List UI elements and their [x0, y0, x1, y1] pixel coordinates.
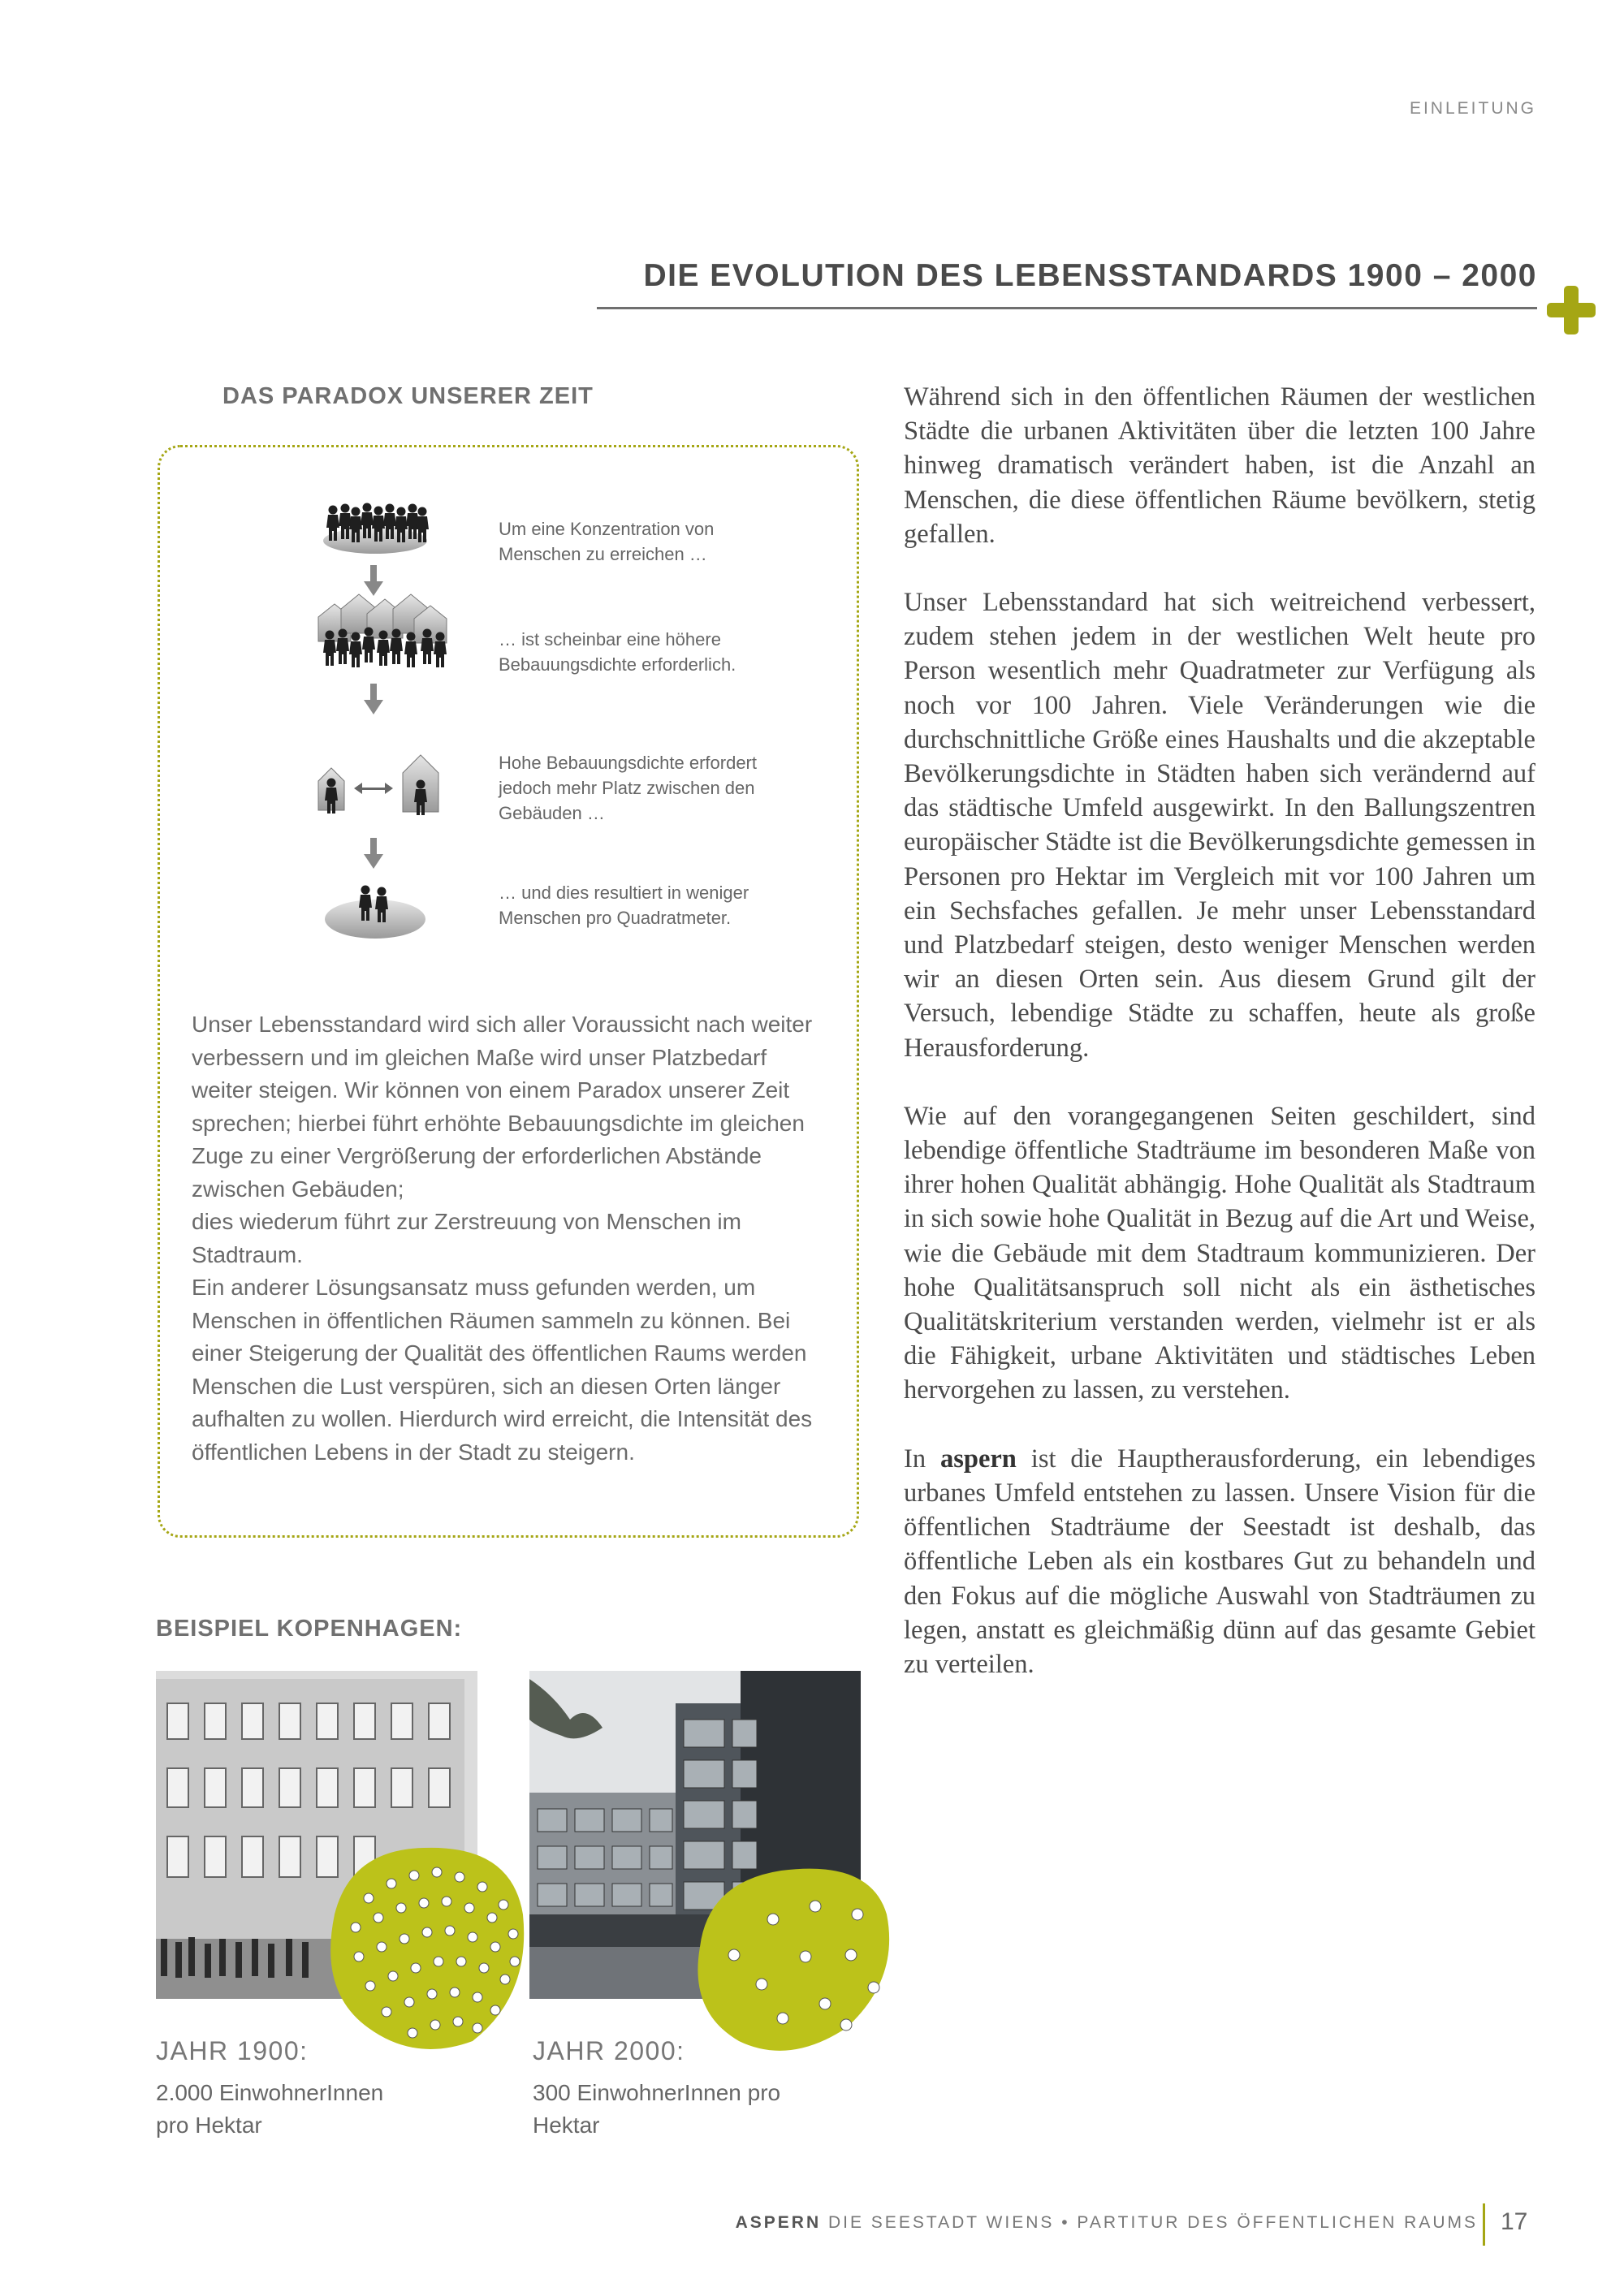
footer-rule	[1483, 2203, 1485, 2246]
body-paragraph-1: Während sich in den öffentlichen Räumen der westlichen Städte die urbanen Aktivitäten über die letzten 100 Jahre hinweg dramatisch verändert haben, ist die Anzahl an Menschen, die diese öffentlichen Räume bevölkern, stetig gefallen.	[904, 382, 1535, 549]
paradox-paragraph-2: dies wiederum führt zur Zerstreuung von Menschen im Stadtraum.	[192, 1209, 741, 1267]
diagram-step-2: … ist scheinbar eine höhere Bebauungsdichte erforderlich.	[499, 629, 736, 675]
footer-text: ASPERN DIE SEESTADT WIENS • PARTITUR DES ÖFFENTLICHEN RAUMS	[735, 2213, 1478, 2232]
paradox-text	[192, 1008, 829, 1469]
sparse-people-icon	[325, 886, 425, 939]
paradox-diagram	[309, 487, 471, 942]
caption-value-1900: 2.000 EinwohnerInnen pro Hektar	[156, 2080, 384, 2138]
body-paragraph-3: Wie auf den vorangegangenen Seiten geschildert, sind lebendige öffentliche Stadträume im besonderen Maße von ihrer hohen Qualität abhängig. Hohe Qualität als Stadtraum in sich sowie hohe Qualität in Bezug auf die Art und Weise, wie die Gebäude mit dem Stadtraum kommunizieren. Der hohe Qualitätsanspruch soll nicht als ein ästhetisches Qualitätskriterium verstanden werden, vielmehr ist er als die Fähigkeit, urbane Aktivitäten und städtisches Leben hervorgehen zu lassen, zu verstehen.	[904, 1101, 1535, 1405]
paradox-paragraph-3: Ein anderer Lösungsansatz muss gefunden werden, um Menschen in öffentlichen Räumen sammeln zu können. Bei einer Steigerung der Qualität des öffentlichen Raums werden Menschen die Lust verspüren, sich an diesen Orten länger aufhalten zu wollen. Hierdurch wird erreicht, die Intensität des öffentlichen Lebens in der Stadt zu steigern.	[192, 1275, 813, 1465]
paradox-paragraph-1: Unser Lebensstandard wird sich aller Voraussicht nach weiter verbessern und im gleichen Maße wird unser Platzbedarf weiter steigen. Wir können von einem Paradox unserer Zeit sprechen; hierbei führt erhöhte Bebauungsdichte im gleichen Zuge zu einer Vergrößerung der erforderlichen Abstände zwischen Gebäuden;	[192, 1012, 813, 1202]
arrow-down-icon	[364, 838, 383, 869]
diagram-step-3: Hohe Bebauungsdichte erfordert jedoch mehr Platz zwischen den Gebäuden …	[499, 753, 757, 823]
diagram-step-4: … und dies resultiert in weniger Menschen pro Quadratmeter.	[499, 883, 749, 928]
example-heading: BEISPIEL KOPENHAGEN:	[156, 1616, 463, 1642]
double-arrow-icon	[354, 783, 393, 794]
density-blob-2000	[698, 1869, 889, 2051]
page-title: DIE EVOLUTION DES LEBENSSTANDARDS 1900 – 2000	[643, 258, 1537, 293]
diagram-step-1: Um eine Konzentration von Menschen zu erreichen …	[499, 519, 715, 564]
arrow-down-icon	[364, 684, 383, 714]
title-rule	[597, 307, 1537, 309]
body-paragraph-4: In aspern ist die Hauptherausforderung, ein lebendiges urbanes Umfeld entstehen zu lassen. Unsere Vision für die öffentlichen Stadträume der Seestadt ist deshalb, das öffentliche Leben als ein kostbares Gut zu behandeln und den Fokus auf die mögliche Auswahl von Stadträumen zu legen, anstatt es gleichmäßig dünn auf das gesamte Gebiet zu verteilen.	[904, 1444, 1535, 1679]
caption-year-1900: JAHR 1900:	[156, 2036, 309, 2065]
spaced-houses-icon	[318, 755, 438, 815]
photo-2000	[529, 1671, 903, 2061]
body-text	[904, 380, 1535, 1716]
section-label: EINLEITUNG	[1409, 99, 1536, 118]
aspern-highlight: aspern	[939, 1444, 1017, 1474]
caption-year-2000: JAHR 2000:	[533, 2036, 685, 2065]
arrow-down-icon	[364, 565, 383, 596]
caption-value-2000: 300 EinwohnerInnen pro Hektar	[533, 2080, 781, 2138]
photo-1900	[156, 1671, 529, 2061]
people-crowd-icon	[323, 503, 429, 555]
body-paragraph-2: Unser Lebensstandard hat sich weitreichend verbessert, zudem stehen jedem in der westlichen Welt heute pro Person wesentlich mehr Quadratmeter zur Verfügung als noch vor 100 Jahren. Viele Veränderungen wie die durchschnittliche Größe eines Haushalts und die akzeptable Bevölkerungsdichte in Städten haben sich verändernd auf das städtische Umfeld ausgewirkt. In den Ballungszentren europäischer Städte ist die Bevölkerungsdichte gemessen in Personen pro Hektar im Vergleich mit vor 100 Jahren um ein Sechsfaches gefallen. Je mehr unser Lebensstandard und Platzbedarf steigen, desto weniger Menschen werden wir an diesen Orten sein. Aus diesem Grund gilt der Versuch, lebendige Städte zu schaffen, heute als große Herausforderung.	[904, 588, 1535, 1063]
footer-brand: ASPERN	[735, 2213, 822, 2232]
plus-icon	[1547, 286, 1596, 334]
page-number: 17	[1501, 2208, 1528, 2235]
houses-icon	[318, 594, 447, 667]
paradox-heading: DAS PARADOX UNSERER ZEIT	[222, 383, 594, 409]
